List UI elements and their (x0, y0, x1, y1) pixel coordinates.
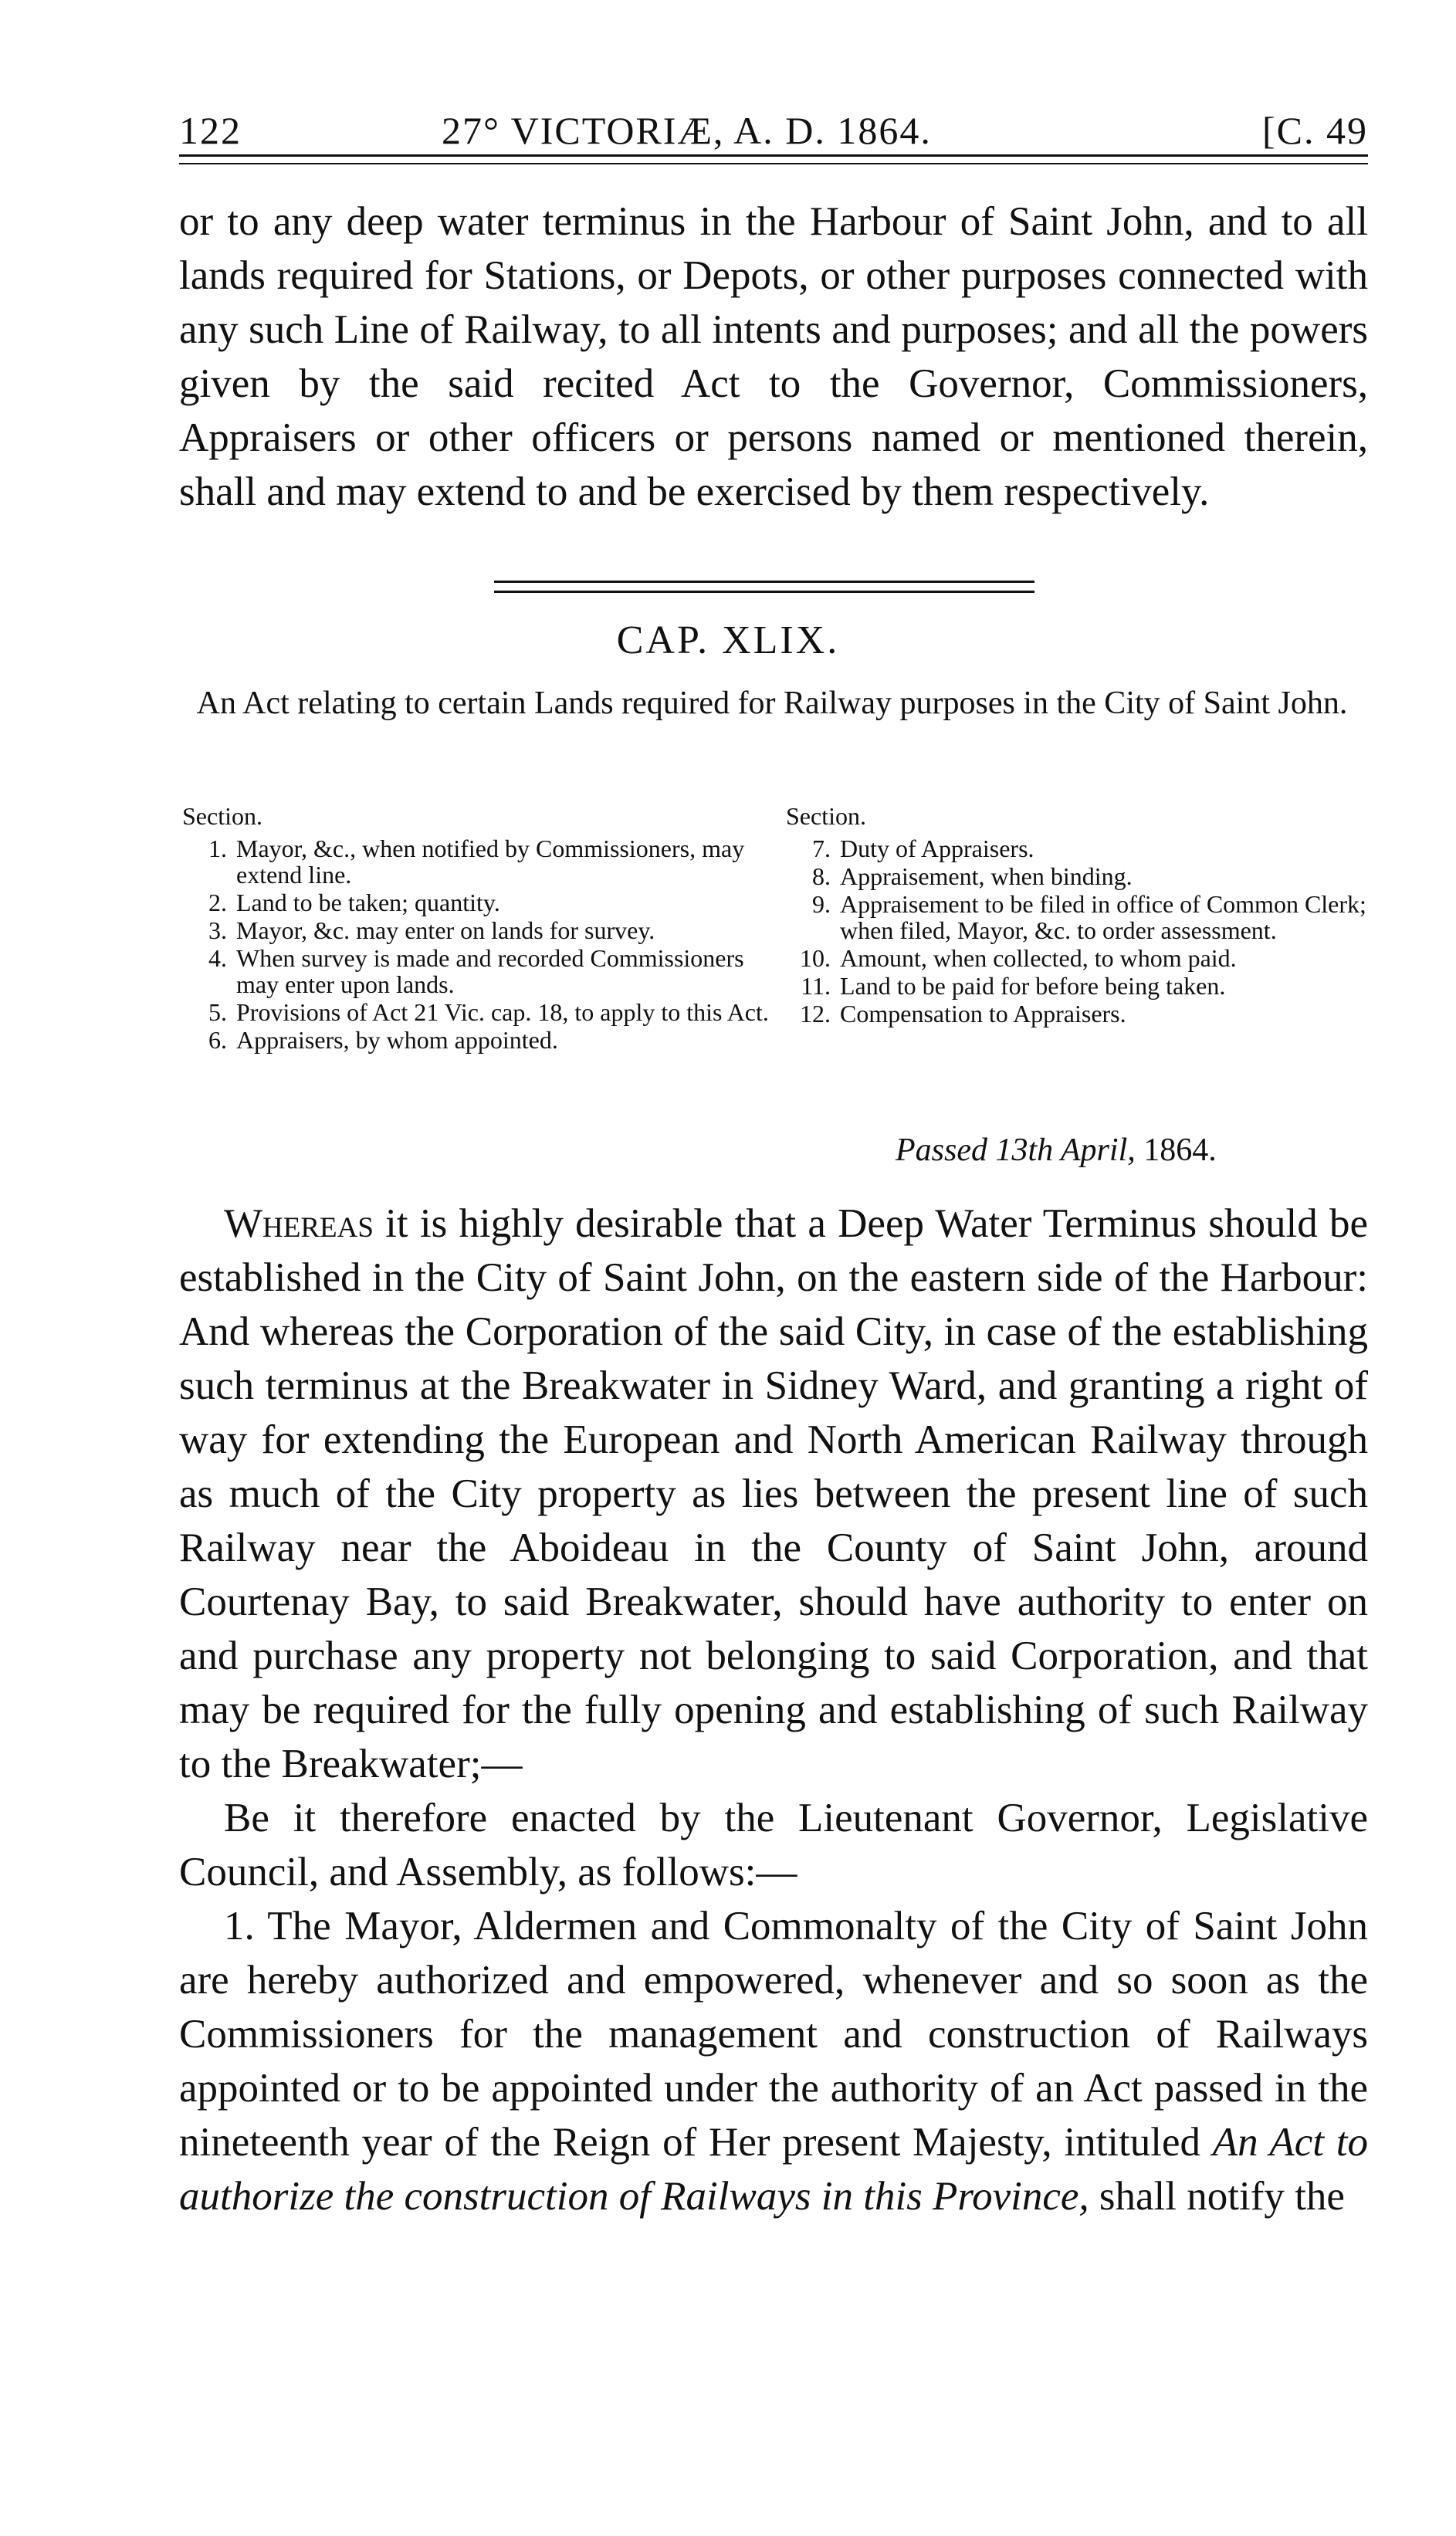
section-1-text: 1. The Mayor, Aldermen and Commonalty of the City of Saint John are hereby authorized and empowered, whenever and so soon as the Commissioners for the management and construction of Railways appointed or to be appointed under the authority of an Act passed in the nineteenth year of the Reign of Her present Majesty, intituled (179, 1904, 1368, 2165)
toc-item: 2. Land to be taken; quantity. (208, 889, 500, 916)
toc-right-header: Section. (786, 802, 866, 830)
cap-title: CAP. XLIX. (616, 618, 840, 662)
continuation-text: or to any deep water terminus in the Harbour of Saint John, and to all lands required for Stations, or Depots, or other purposes connected with any such Line of Railway, to all intents and purposes; and all the powers given by the said recited Act to the Governor, Commissioners, Appraisers or other officers or persons named or mentioned therein, shall and may extend to and be exercised by them respectively. (179, 199, 1368, 514)
toc-item: 3. Mayor, &c. may enter on lands for survey. (208, 916, 655, 944)
preamble-lead: Whereas (224, 1201, 374, 1246)
toc-item: 7. Duty of Appraisers. (812, 835, 1034, 862)
section-1-paragraph (179, 1899, 1368, 2223)
preamble-paragraph (179, 1197, 1368, 1791)
continuation-paragraph (179, 195, 1368, 519)
header-rule (179, 154, 1368, 164)
toc-left-header: Section. (182, 802, 262, 830)
running-title: 27° VICTORIÆ, A. D. 1864. (442, 109, 932, 152)
page-number: 122 (179, 109, 242, 152)
section-1-act-title: An Act to authorize the construction of Railways in this Province, (179, 2120, 1369, 2219)
passed-date (896, 1132, 1217, 1169)
toc-item: 1. Mayor, &c., when notified by Commissioners, may extend line. (208, 835, 745, 889)
toc-item: 4. When survey is made and recorded Commissioners may enter upon lands. (208, 944, 744, 998)
act-body (179, 1197, 1368, 2223)
act-description: An Act relating to certain Lands required for Railway purposes in the City of Saint John. (196, 686, 1348, 721)
toc-item: 6. Appraisers, by whom appointed. (208, 1026, 558, 1054)
passed-year: 1864. (1143, 1133, 1217, 1168)
chapter-marker: [C. 49 (1262, 109, 1368, 152)
section-separator (494, 581, 1034, 593)
toc-item: 9. Appraisement to be filed in office of Common Clerk; when filed, Mayor, &c. to order assessment. (812, 890, 1366, 944)
toc-left-column (182, 803, 784, 1055)
preamble-text: it is highly desirable that a Deep Water Terminus should be established in the City of Saint John, on the eastern side of the Harbour: And whereas the Corporation of the said City, in case of the establishing such terminus at the Breakwater in Sidney Ward, and granting a right of way for extending the European and North American Railway through as much of the City property as lies between the present line of such Railway near the Aboideau in the County of Saint John, around Courtenay Bay, to said Breakwater, should have authority to enter on and purchase any property not belonging to said Corporation, and that may be required for the fully opening and establishing of such Railway to the Breakwater;— (179, 1201, 1368, 1786)
section-1-tail: shall notify the (1089, 2174, 1345, 2219)
passed-label: Passed 13th April, (896, 1133, 1136, 1168)
toc-item: 10. Amount, when collected, to whom paid. (800, 944, 1237, 972)
toc-item: 12. Compensation to Appraisers. (800, 1000, 1126, 1028)
enacting-clause: Be it therefore enacted by the Lieutenant Governor, Legislative Council, and Assembly, as follows:— (179, 1796, 1368, 1894)
toc-item: 5. Provisions of Act 21 Vic. cap. 18, to apply to this Act. (208, 998, 769, 1026)
toc-right-column (786, 803, 1373, 1028)
toc-item: 8. Appraisement, when binding. (812, 862, 1133, 890)
toc-item: 11. Land to be paid for before being taken. (801, 972, 1226, 1000)
